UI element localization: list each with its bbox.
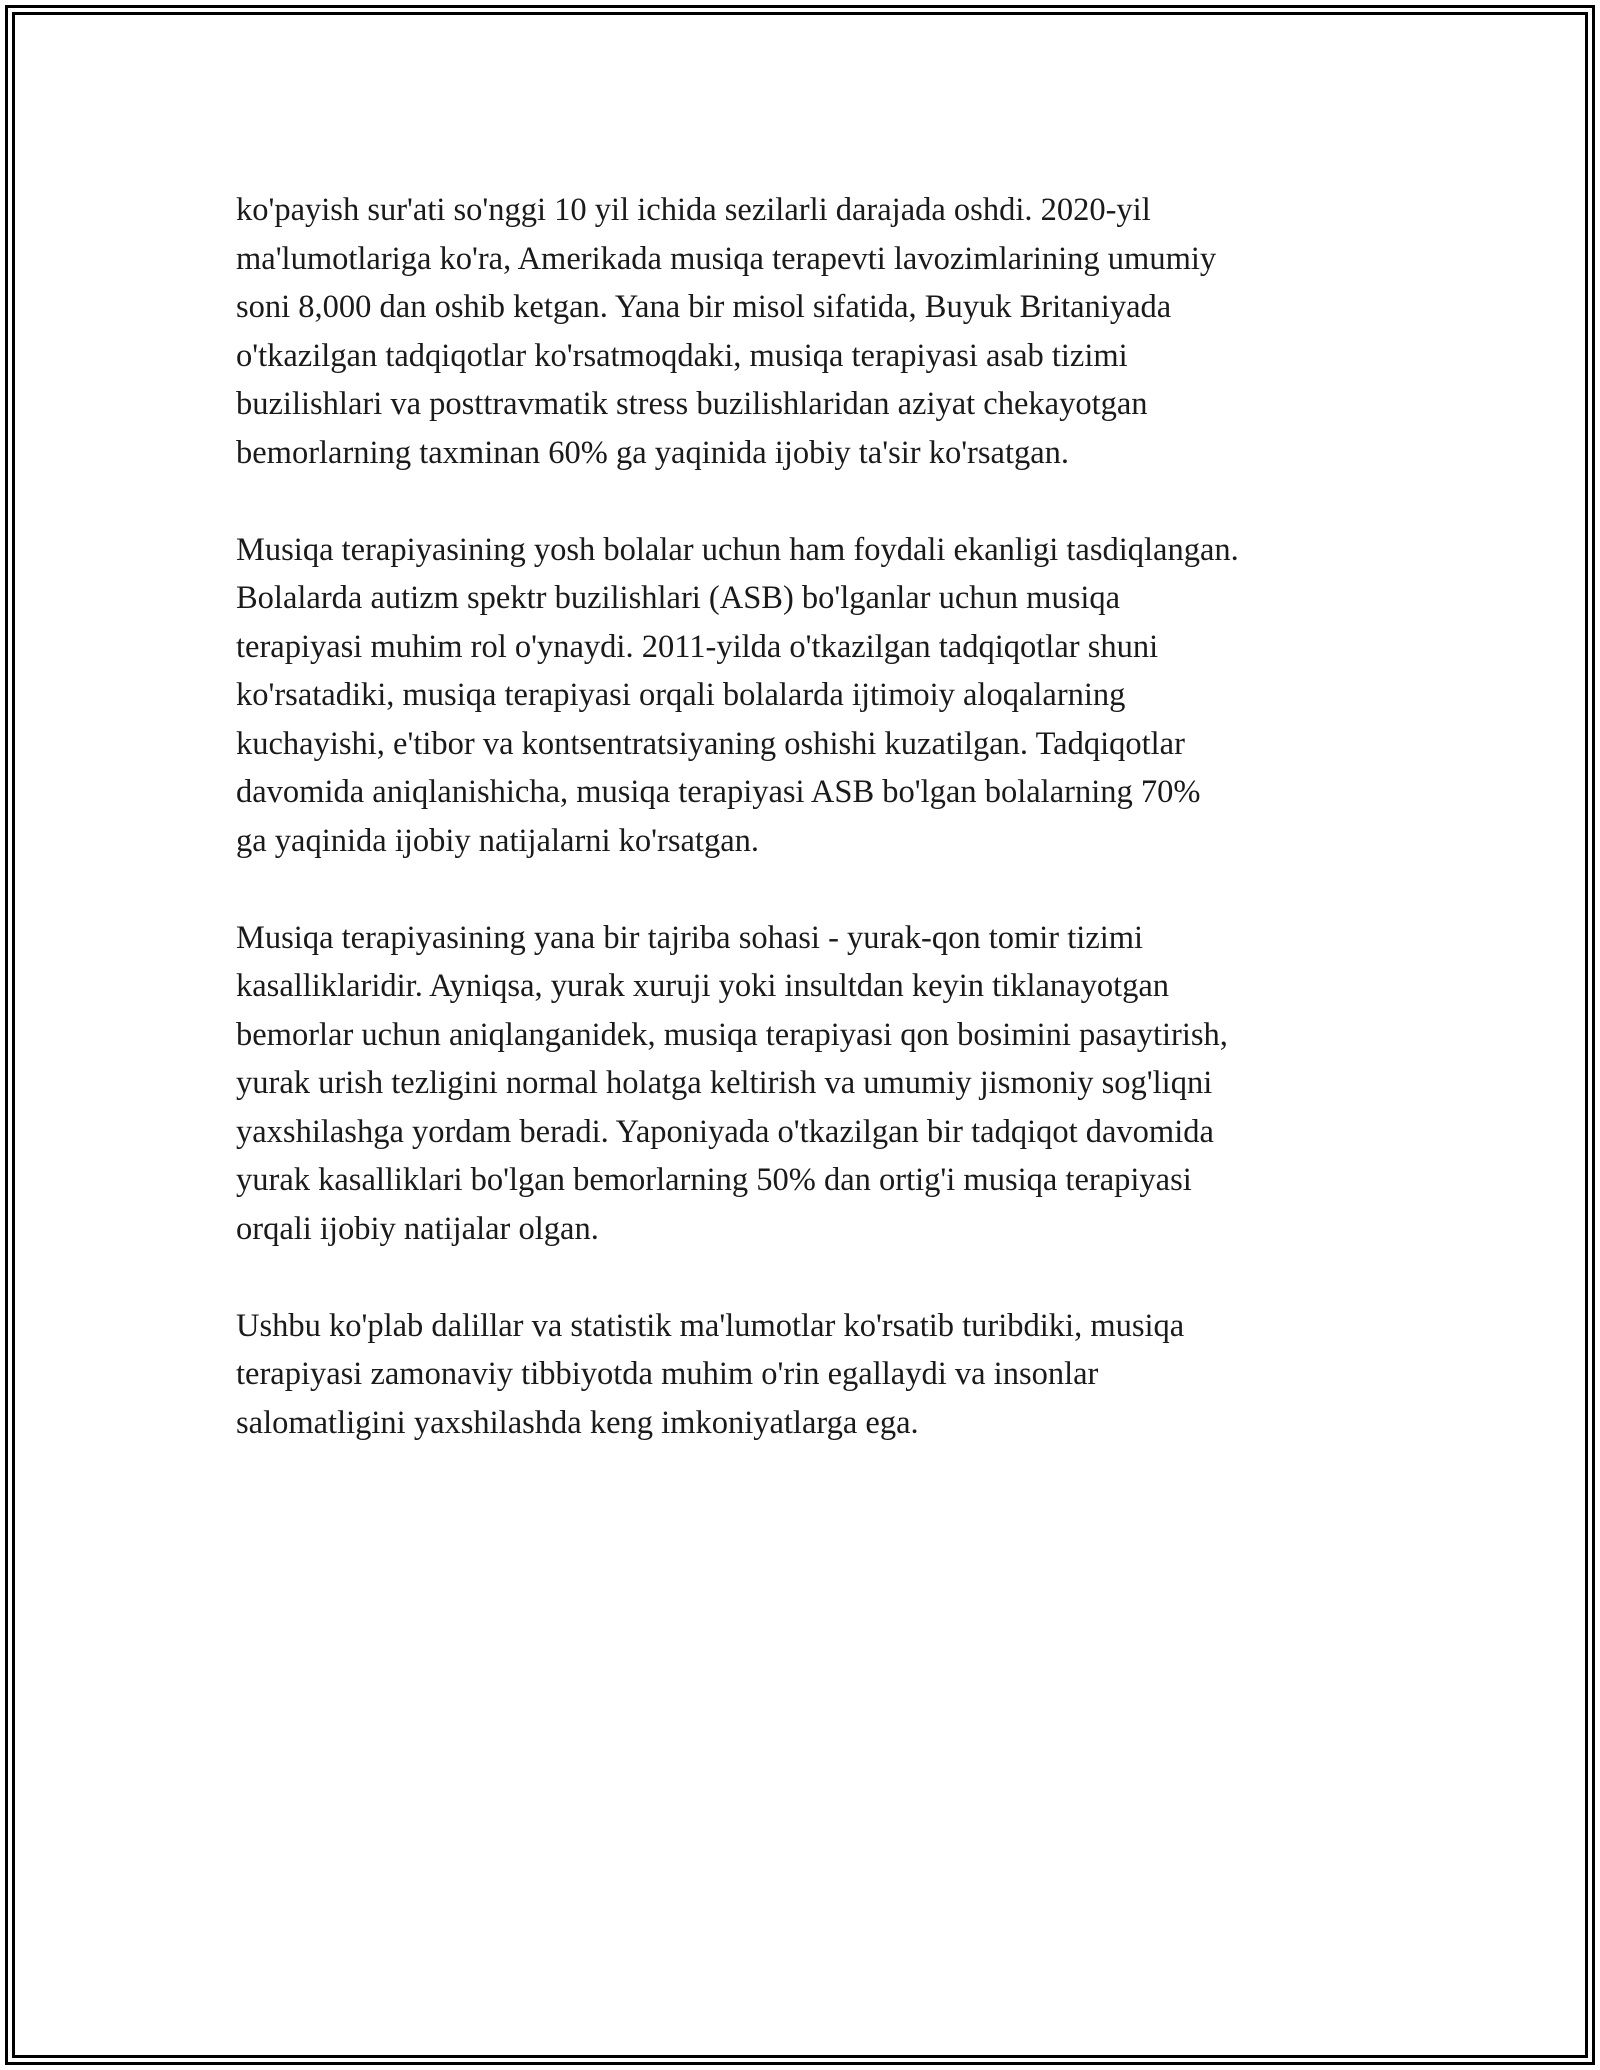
document-body bbox=[236, 186, 1396, 1496]
paragraph-1: ko'payish sur'ati so'nggi 10 yil ichida sezilarli darajada oshdi. 2020-yil ma'lumotlariga ko'ra, Amerikada musiqa terapevti lavozimlarining umumiy soni 8,000 dan oshib ketgan. Yana bir misol sifatida, Buyuk Britaniyada o'tkazilgan tadqiqotlar ko'rsatmoqdaki, musiqa terapiyasi asab tizimi buzilishlari va posttravmatik stress buzilishlaridan aziyat chekayotgan bemorlarning taxminan 60% ga yaqinida ijobiy ta'sir ko'rsatgan. bbox=[236, 192, 1217, 471]
paragraph-3: Musiqa terapiyasining yana bir tajriba sohasi - yurak-qon tomir tizimi kasalliklaridir. Ayniqsa, yurak xuruji yoki insultdan keyin tiklanayotgan bemorlar uchun aniqlanganidek, musiqa terapiyasi qon bosimini pasaytirish, yurak urish tezligini normal holatga keltirish va umumiy jismoniy sog'liqni yaxshilashga yordam beradi. Yaponiyada o'tkazilgan bir tadqiqot davomida yurak kasalliklari bo'lgan bemorlarning 50% dan ortig'i musiqa terapiyasi orqali ijobiy natijalar olgan. bbox=[236, 919, 1228, 1247]
paragraph-2: Musiqa terapiyasining yosh bolalar uchun ham foydali ekanligi tasdiqlangan. Bolalarda autizm spektr buzilishlari (ASB) bo'lganlar uchun musiqa terapiyasi muhim rol o'ynaydi. 2011-yilda o'tkazilgan tadqiqotlar shuni ko'rsatadiki, musiqa terapiyasi orqali bolalarda ijtimoiy aloqalarning kuchayishi, e'tibor va kontsentratsiyaning oshishi kuzatilgan. Tadqiqotlar davomida aniqlanishicha, musiqa terapiyasi ASB bo'lgan bolalarning 70% ga yaqinida ijobiy natijalarni ko'rsatgan. bbox=[236, 531, 1239, 859]
paragraph-4: Ushbu ko'plab dalillar va statistik ma'lumotlar ko'rsatib turibdiki, musiqa terapiyasi zamonaviy tibbiyotda muhim o'rin egallaydi va insonlar salomatligini yaxshilashda keng imkoniyatlarga ega. bbox=[236, 1307, 1185, 1441]
